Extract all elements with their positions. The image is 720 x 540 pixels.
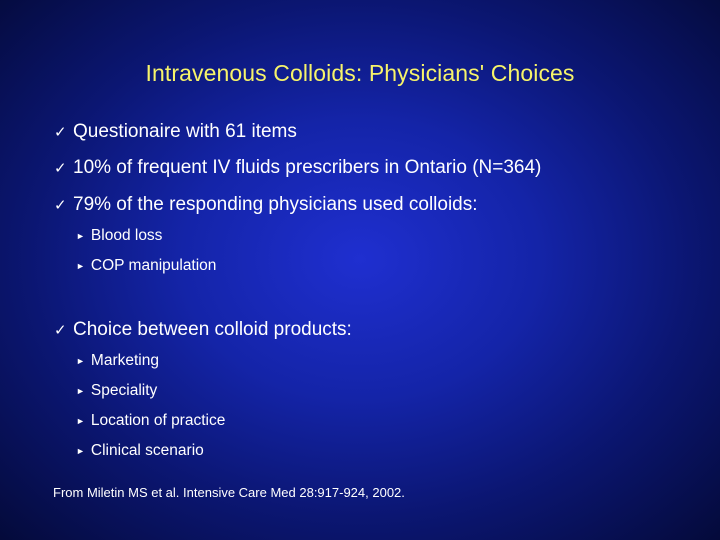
arrow-bullet-icon: ► xyxy=(76,386,85,396)
bullet-item xyxy=(54,319,352,341)
slide-title: Intravenous Colloids: Physicians' Choices xyxy=(145,60,575,86)
arrow-bullet-icon: ► xyxy=(76,261,85,271)
check-icon: ✓ xyxy=(54,124,67,141)
sub-bullet-text: Location of practice xyxy=(90,412,226,429)
sub-bullet-text: Marketing xyxy=(90,352,159,369)
arrow-bullet-icon: ► xyxy=(76,446,85,456)
sub-bullet-item xyxy=(76,227,162,245)
sub-bullet-item xyxy=(76,412,225,430)
bullet-item xyxy=(54,194,478,216)
bullet-text: Choice between colloid products: xyxy=(73,319,352,340)
sub-bullet-item xyxy=(76,382,157,400)
arrow-bullet-icon: ► xyxy=(76,416,85,426)
arrow-bullet-icon: ► xyxy=(76,356,85,366)
sub-bullet-item xyxy=(76,442,204,460)
bullet-text: 10% of frequent IV fluids prescribers in Ontario (N=364) xyxy=(73,157,542,178)
bullet-text: 79% of the responding physicians used colloids: xyxy=(73,194,478,215)
sub-bullet-text: Blood loss xyxy=(90,227,163,244)
check-icon: ✓ xyxy=(54,160,67,177)
bullet-text: Questionaire with 61 items xyxy=(73,121,297,142)
bullet-item xyxy=(54,121,297,143)
check-icon: ✓ xyxy=(54,197,67,214)
citation: From Miletin MS et al. Intensive Care Med 28:917-924, 2002. xyxy=(53,485,405,500)
check-icon: ✓ xyxy=(54,322,67,339)
arrow-bullet-icon: ► xyxy=(76,231,85,241)
sub-bullet-text: Speciality xyxy=(90,382,158,399)
sub-bullet-item xyxy=(76,352,159,370)
sub-bullet-text: COP manipulation xyxy=(90,257,217,274)
sub-bullet-item xyxy=(76,257,216,275)
bullet-item xyxy=(54,157,541,179)
sub-bullet-text: Clinical scenario xyxy=(90,442,204,459)
